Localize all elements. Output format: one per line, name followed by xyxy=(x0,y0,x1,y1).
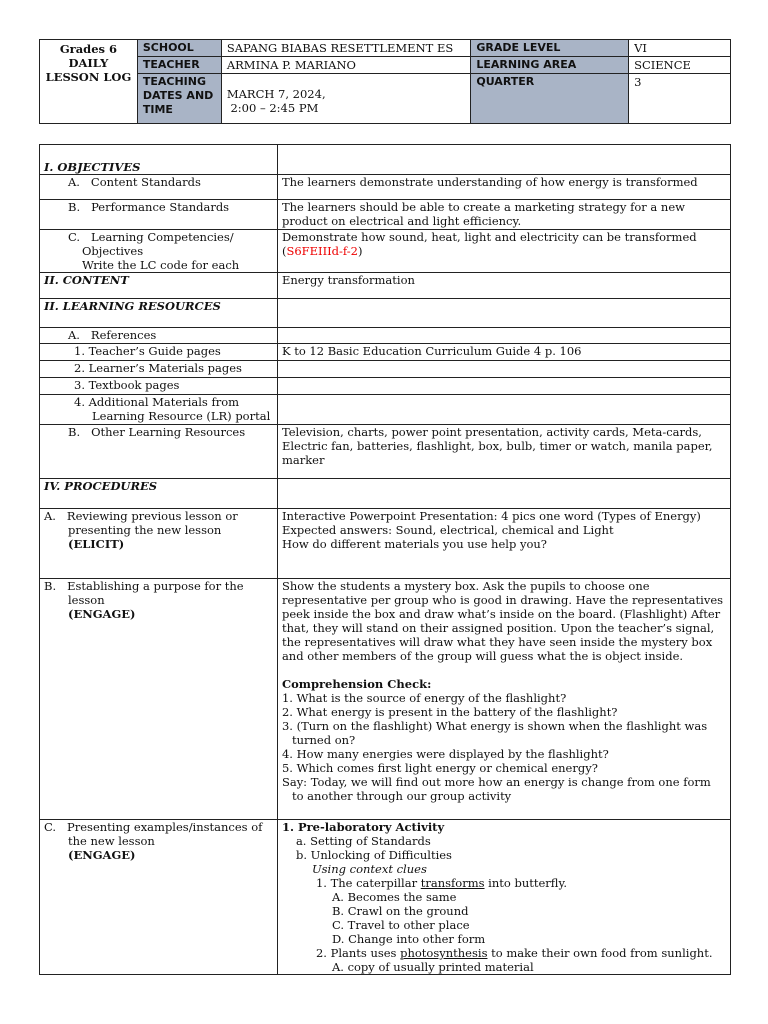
quarter-label: QUARTER xyxy=(471,74,629,124)
content-heading: II. CONTENT xyxy=(44,273,129,287)
content-value: Energy transformation xyxy=(277,273,730,299)
lesson-log-title: Grades 6 DAILY LESSON LOG xyxy=(40,40,138,124)
performance-standards-label: B. Performance Standards xyxy=(68,200,230,214)
teachers-guide-label: 1. Teacher’s Guide pages xyxy=(74,344,221,358)
content-standards-label: A. Content Standards xyxy=(68,175,201,189)
engage-examples-label: C. Presenting examples/instances of the new lesson (ENGAGE) xyxy=(40,820,278,975)
area-label: LEARNING AREA xyxy=(471,57,629,74)
school-value: SAPANG BIABAS RESETTLEMENT ES xyxy=(221,40,471,57)
textbook-label: 3. Textbook pages xyxy=(74,378,180,392)
engage-purpose-label: B. Establishing a purpose for the lesson (ENGAGE) xyxy=(40,579,278,820)
other-resources-label: B. Other Learning Resources xyxy=(68,425,246,439)
content-standards-value: The learners demonstrate understanding of how energy is transformed xyxy=(277,175,730,200)
engage-examples-value: 1. Pre-laboratory Activity a. Setting of Standards b. Unlocking of Difficulties Using context clues 1. The caterpillar transforms into butterfly. A. Becomes the same B. Crawl on the ground C. Travel to other place D. Change into other form 2. Plants uses photosynthesis to make their own food from sunlight. A. copy of usually printed material xyxy=(277,820,730,975)
header-table xyxy=(39,39,731,124)
procedures-heading: IV. PROCEDURES xyxy=(44,479,158,493)
teacher-value: ARMINA P. MARIANO xyxy=(221,57,471,74)
other-resources-value: Television, charts, power point presentation, activity cards, Meta-cards, Electric fan, batteries, flashlight, box, bulb, timer or watch, manila paper, marker xyxy=(277,425,730,479)
lc-code: S6FEIIId-f-2 xyxy=(286,244,358,258)
engage-purpose-value: Show the students a mystery box. Ask the pupils to choose one representative per group who is good in drawing. Have the representatives peek inside the box and draw what’s inside on the board. (Flashlight) After that, they will stand on their assigned position. Upon the teacher’s signal, the representatives will draw what they have seen inside the mystery box and other members of the group will guess what the is object inside. Comprehension Check: 1. What is the source of energy of the flashlight? 2. What energy is present in the battery of the flashlight? 3. (Turn on the flashlight) What energy is shown when the flashlight was turned on? 4. How many energies were displayed by the flashlight? 5. Which comes first light energy or chemical energy? Say: Today, we will find out more how an energy is change from one form to another through our group activity xyxy=(277,579,730,820)
elicit-value: Interactive Powerpoint Presentation: 4 pics one word (Types of Energy) Expected answers: Sound, electrical, chemical and Light How do different materials you use help you? xyxy=(277,509,730,579)
grade-value: VI xyxy=(629,40,731,57)
learners-materials-label: 2. Learner’s Materials pages xyxy=(74,361,242,375)
lesson-table xyxy=(39,144,731,975)
resources-heading: II. LEARNING RESOURCES xyxy=(44,299,221,313)
grade-label: GRADE LEVEL xyxy=(471,40,629,57)
vocab-transforms: transforms xyxy=(420,876,485,890)
objectives-heading: I. OBJECTIVES xyxy=(44,160,141,174)
additional-materials-label: 4. Additional Materials from Learning Resource (LR) portal xyxy=(40,395,278,425)
dates-value: MARCH 7, 2024, 2:00 – 2:45 PM xyxy=(221,74,471,124)
teachers-guide-value: K to 12 Basic Education Curriculum Guide 4 p. 106 xyxy=(277,344,730,361)
teacher-label: TEACHER xyxy=(137,57,221,74)
quarter-value: 3 xyxy=(629,74,731,124)
competencies-label: C. Learning Competencies/ Objectives Write the LC code for each xyxy=(40,230,278,273)
elicit-label: A. Reviewing previous lesson or presenting the new lesson (ELICIT) xyxy=(40,509,278,579)
vocab-photosynthesis: photosynthesis xyxy=(400,946,488,960)
references-label: A. References xyxy=(68,328,157,342)
dates-label: TEACHING DATES AND TIME xyxy=(137,74,221,124)
competencies-value: Demonstrate how sound, heat, light and electricity can be transformed (S6FEIIId-f-2) xyxy=(277,230,730,273)
performance-standards-value: The learners should be able to create a marketing strategy for a new product on electrical and light efficiency. xyxy=(277,200,730,230)
area-value: SCIENCE xyxy=(629,57,731,74)
comprehension-check-title: Comprehension Check: xyxy=(281,677,432,691)
school-label: SCHOOL xyxy=(137,40,221,57)
